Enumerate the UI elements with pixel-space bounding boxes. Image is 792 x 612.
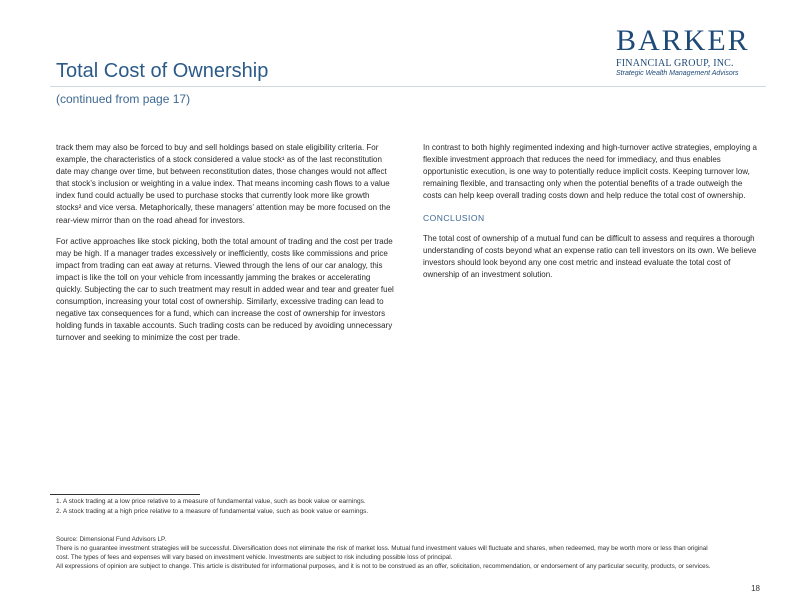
page-subtitle: (continued from page 17) [56, 92, 191, 106]
page-number: 18 [751, 584, 760, 593]
body-paragraph: The total cost of ownership of a mutual fund can be difficult to assess and requires a thorough understanding of costs beyond what an expense ratio can tell investors on its own. We believe investors should look beyond any one cost metric and instead evaluate the total cost of ownership of an investment solution. [423, 233, 757, 279]
footnote-divider [50, 494, 200, 495]
body-paragraph: In contrast to both highly regimented indexing and high-turnover active strategies, employing a flexible investment approach that reduces the need for immediacy, and thus enables opportunistic execution, is one way to potentially reduce implicit costs. Keeping turnover low, remaining flexible, and transacting only when the potential benefits of a trade outweigh the costs can help keep overall trading costs down and help reduce the total cost of ownership. [423, 143, 757, 201]
footnotes [56, 497, 756, 517]
disclaimer-text: There is no guarantee investment strategies will be successful. Diversification does not eliminate the risk of market loss. Mutual fund investment values will fluctuate and shares, when redeemed, may be worth more or less than original cost. The types of fees and expenses will vary based on investment vehicle. Investments are subject to risk including possible loss of principal. [56, 545, 708, 561]
footnote: 2. A stock trading at a high price relative to a measure of fundamental value, such as book value or earnings. [56, 508, 369, 515]
footnote: 1. A stock trading at a low price relative to a measure of fundamental value, such as book value or earnings. [56, 498, 366, 505]
page-title: Total Cost of Ownership [56, 60, 269, 82]
source-line: Source: Dimensional Fund Advisors LP. [56, 536, 167, 543]
conclusion-heading: CONCLUSION [423, 213, 485, 224]
disclaimer-text: All expressions of opinion are subject to change. This article is distributed for informational purposes, and it is not to be construed as an offer, solicitation, recommendation, or endorsement of any particular security, products, or services. [56, 563, 711, 570]
body-paragraph: track them may also be forced to buy and sell holdings based on stale eligibility criteria. For example, the characteristics of a stock considered a value stock¹ as of the last reconstitution date may change over time, but between reconstitution dates, those changes would not affect that stock’s inclusion or weighting in a value index. That means incoming cash flows to a value index fund could actually be used to purchase stocks that currently look more like growth stocks² and vice versa. Metaphorically, these managers’ attention may be more focused on the rear-view mirror than on the road ahead for investors. [56, 143, 391, 225]
logo-name: BARKER [616, 24, 750, 57]
right-column [423, 142, 763, 290]
source-disclaimer [56, 535, 716, 571]
company-logo [612, 26, 757, 88]
left-column [56, 142, 396, 354]
logo-tagline: Strategic Wealth Management Advisors [616, 70, 739, 77]
body-paragraph: For active approaches like stock picking, both the total amount of trading and the cost per trade may be high. If a manager trades excessively or inefficiently, costs like commissions and price impact from trading can eat away at returns. Viewed through the lens of our car analogy, this impact is like the toll on your vehicle from incessantly jamming the brakes or accelerating quickly. Subjecting the car to such treatment may result in added wear and tear and greater fuel consumption, increasing your total cost of ownership. Similarly, excessive trading can lead to negative tax consequences for a fund, which can increase the cost of ownership for investors holding funds in taxable accounts. Such trading costs can be reduced by avoiding unnecessary turnover and seeking to minimize the cost per trade. [56, 236, 394, 343]
logo-subtitle: FINANCIAL GROUP, INC. [616, 58, 734, 69]
